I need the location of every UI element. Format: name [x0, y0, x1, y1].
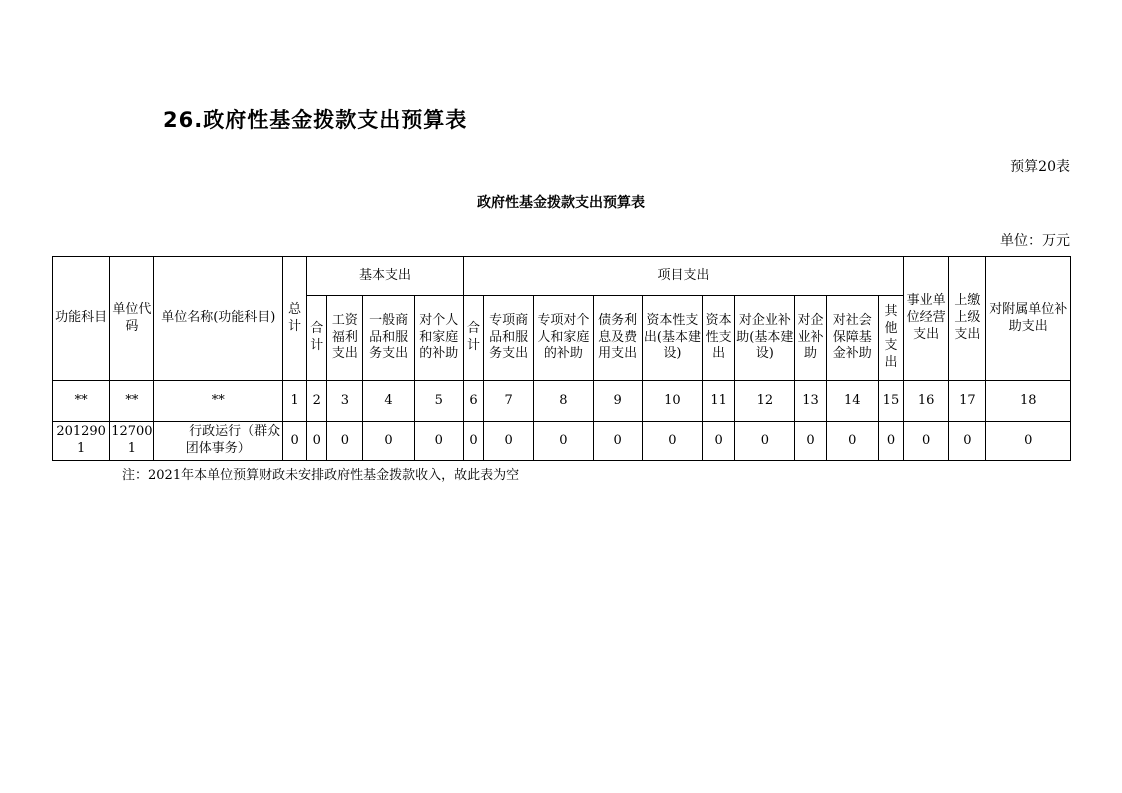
value-cell: 0: [949, 422, 986, 461]
header-project-capital-construction: 资本性支出(基本建设): [642, 296, 702, 381]
func-code-cell: 2012901: [53, 422, 110, 461]
header-row-1: [53, 257, 1071, 296]
value-cell: 0: [986, 422, 1071, 461]
index-cell: 17: [949, 381, 986, 422]
index-cell: 6: [463, 381, 483, 422]
header-subsidiary-subsidy: 对附属单位补助支出: [986, 257, 1071, 381]
value-cell: 0: [414, 422, 463, 461]
index-cell: 14: [826, 381, 878, 422]
value-cell: 0: [703, 422, 735, 461]
header-basic-subtotal: 合计: [307, 296, 327, 381]
index-cell: 16: [904, 381, 949, 422]
unit-label: 单位：万元: [1000, 233, 1070, 249]
index-cell: 11: [703, 381, 735, 422]
table-row: [53, 422, 1071, 461]
index-cell: 1: [283, 381, 307, 422]
index-cell: 7: [484, 381, 534, 422]
index-cell: 9: [593, 381, 642, 422]
header-project-debt-interest: 债务利息及费用支出: [593, 296, 642, 381]
index-cell: **: [53, 381, 110, 422]
value-cell: 0: [484, 422, 534, 461]
index-cell: 12: [735, 381, 795, 422]
header-project-enterprise-construction: 对企业补助(基本建设): [735, 296, 795, 381]
form-number: 预算20表: [1010, 159, 1070, 175]
index-row: [53, 381, 1071, 422]
header-func-subject: 功能科目: [53, 257, 110, 381]
header-basic-expenditure: 基本支出: [307, 257, 464, 296]
index-cell: 4: [363, 381, 414, 422]
table-title: 政府性基金拨款支出预算表: [477, 195, 645, 211]
value-cell: 0: [826, 422, 878, 461]
header-basic-wages: 工资福利支出: [327, 296, 363, 381]
header-unit-code: 单位代码: [110, 257, 154, 381]
value-cell: 0: [642, 422, 702, 461]
header-unit-name: 单位名称(功能科目): [154, 257, 283, 381]
unit-code-cell: 127001: [110, 422, 154, 461]
index-cell: 2: [307, 381, 327, 422]
index-cell: 15: [878, 381, 903, 422]
value-cell: 0: [283, 422, 307, 461]
header-total: 总计: [283, 257, 307, 381]
header-business-operations: 事业单位经营支出: [904, 257, 949, 381]
unit-name-cell: [154, 422, 283, 461]
header-project-capital: 资本性支出: [703, 296, 735, 381]
value-cell: 0: [795, 422, 826, 461]
value-cell: 0: [534, 422, 593, 461]
value-cell: 0: [735, 422, 795, 461]
header-project-goods-services: 专项商品和服务支出: [484, 296, 534, 381]
header-upper-remittance: 上缴上级支出: [949, 257, 986, 381]
budget-table: [52, 256, 1071, 461]
index-cell: **: [154, 381, 283, 422]
value-cell: 0: [363, 422, 414, 461]
value-cell: 0: [327, 422, 363, 461]
unit-name-line-2: 团体事务）: [185, 441, 251, 456]
index-cell: 3: [327, 381, 363, 422]
page-title: 26.政府性基金拨款支出预算表: [163, 108, 468, 132]
header-project-other: 其他支出: [878, 296, 903, 381]
value-cell: 0: [593, 422, 642, 461]
header-project-subtotal: 合计: [463, 296, 483, 381]
header-basic-goods-services: 一般商品和服务支出: [363, 296, 414, 381]
header-project-expenditure: 项目支出: [463, 257, 903, 296]
value-cell: 0: [878, 422, 903, 461]
index-cell: 10: [642, 381, 702, 422]
footnote: 注：2021年本单位预算财政未安排政府性基金拨款收入，故此表为空: [122, 468, 520, 483]
value-cell: 0: [463, 422, 483, 461]
header-basic-household-subsidy: 对个人和家庭的补助: [414, 296, 463, 381]
index-cell: **: [110, 381, 154, 422]
unit-name-line-1: 行政运行（群众: [189, 424, 281, 440]
value-cell: 0: [307, 422, 327, 461]
index-cell: 18: [986, 381, 1071, 422]
index-cell: 8: [534, 381, 593, 422]
header-project-social-security: 对社会保障基金补助: [826, 296, 878, 381]
header-project-enterprise-subsidy: 对企业补助: [795, 296, 826, 381]
index-cell: 13: [795, 381, 826, 422]
value-cell: 0: [904, 422, 949, 461]
header-project-household-subsidy: 专项对个人和家庭的补助: [534, 296, 593, 381]
index-cell: 5: [414, 381, 463, 422]
